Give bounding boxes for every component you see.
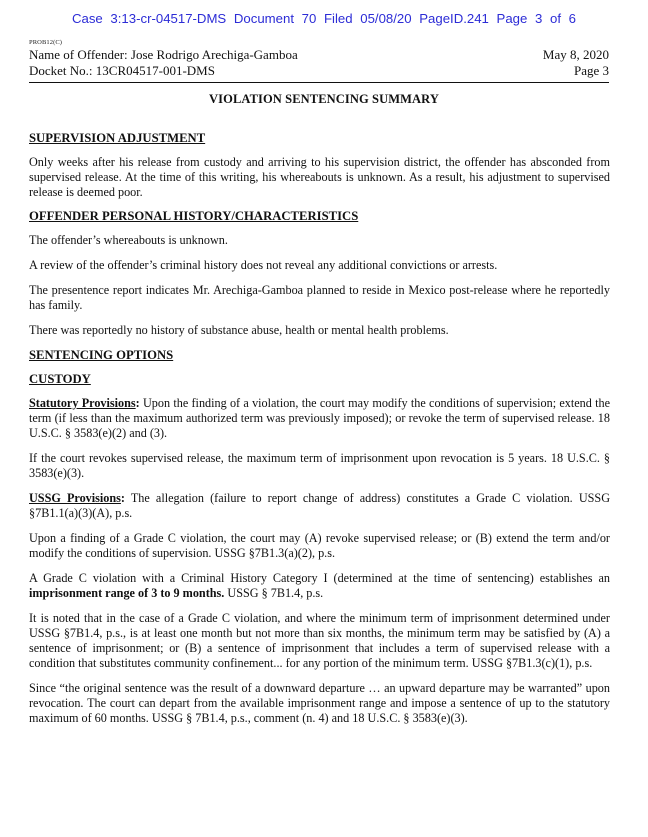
ussg-provisions-paragraph	[29, 491, 610, 521]
heading-personal-history: OFFENDER PERSONAL HISTORY/CHARACTERISTICS	[29, 209, 359, 223]
label-colon: :	[120, 491, 125, 505]
page-number: Page 3	[573, 63, 609, 78]
revocation-max-paragraph: If the court revokes supervised release, the maximum term of imprisonment upon revocation is 5 years. 18 U.S.C. § 3583(e)(3).	[29, 451, 610, 480]
offender-name: Jose Rodrigo Arechiga-Gamboa	[130, 47, 298, 62]
docket-number: 13CR04517-001-DMS	[95, 63, 215, 78]
court-filing-stamp: Case 3:13-cr-04517-DMS Document 70 Filed 05/08/20 PageID.241 Page 3 of 6	[71, 11, 577, 26]
paragraph: Only weeks after his release from custody and arriving to his supervision district, the offender has absconded from supervised release. At the time of this writing, his whereabouts is unknown. As a result, his adjustment to supervised release is deemed poor.	[29, 155, 610, 199]
offender-line	[29, 47, 298, 63]
statutory-provisions-label: Statutory Provisions	[29, 396, 136, 410]
departure-paragraph: Since “the original sentence was the result of a downward departure … an upward departure may be warranted” upon revocation. The court can depart from the available imprisonment range and impose a sentence of up to the statutory maximum of 60 months. USSG § 7B1.4, p.s., comment (n. 4) and 18 U.S.C. § 3583(e)(3).	[29, 681, 610, 725]
label-colon: :	[135, 396, 140, 410]
minimum-term-paragraph: It is noted that in the case of a Grade C violation, and where the minimum term of imprisonment determined under USSG §7B1.4, p.s., is at least one month but not more than six months, the minimum term may be satisfied by (A) a sentence of imprisonment; or (B) a sentence of imprisonment that includes a term of supervised release with a condition that substitutes community confinement... for any portion of the minimum term. USSG §7B1.3(c)(1), p.s.	[29, 611, 610, 670]
statutory-provisions-paragraph	[29, 396, 610, 441]
range-text-pre: A Grade C violation with a Criminal History Category I (determined at the time of sentencing) establishes an	[29, 571, 610, 585]
statutory-provisions-text: Upon the finding of a violation, the court may modify the conditions of supervision; extend the term (if less than the maximum authorized term was previously imposed); or revoke the term of supervised release. 18 U.S.C. § 3583(e)(2) and (3).	[29, 396, 611, 440]
paragraph: The presentence report indicates Mr. Arechiga-Gamboa planned to reside in Mexico post-release where he reportedly has family.	[29, 283, 610, 312]
form-code: PROB12(C)	[29, 39, 63, 46]
paragraph: There was reportedly no history of substance abuse, health or mental health problems.	[29, 323, 449, 337]
ussg-provisions-label: USSG Provisions	[29, 491, 121, 505]
paragraph: A review of the offender’s criminal history does not reveal any additional convictions or arrests.	[29, 258, 498, 272]
header-left	[29, 47, 298, 79]
document-title: VIOLATION SENTENCING SUMMARY	[209, 92, 439, 106]
imprisonment-range-bold: imprisonment range of 3 to 9 months.	[29, 586, 225, 600]
heading-sentencing-options: SENTENCING OPTIONS	[29, 348, 174, 362]
document-body	[29, 131, 610, 736]
ussg-provisions-text: The allegation (failure to report change of address) constitutes a Grade C violation. USSG §7B1.1(a)(3)(A), p.s.	[29, 491, 610, 520]
header-divider	[29, 82, 609, 83]
docket-line	[29, 63, 298, 79]
docket-label: Docket No.:	[29, 63, 93, 78]
paragraph: The offender’s whereabouts is unknown.	[29, 233, 228, 247]
heading-custody: CUSTODY	[29, 372, 91, 386]
document-date: May 8, 2020	[542, 47, 609, 62]
imprisonment-range-paragraph	[29, 571, 610, 601]
heading-supervision-adjustment: SUPERVISION ADJUSTMENT	[29, 131, 206, 145]
offender-label: Name of Offender:	[29, 47, 128, 62]
grade-c-options-paragraph: Upon a finding of a Grade C violation, the court may (A) revoke supervised release; or (B) extend the term and/or modify the conditions of supervision. USSG §7B1.3(a)(2), p.s.	[29, 531, 610, 560]
header-right	[543, 47, 609, 79]
range-text-post: USSG § 7B1.4, p.s.	[224, 586, 324, 600]
